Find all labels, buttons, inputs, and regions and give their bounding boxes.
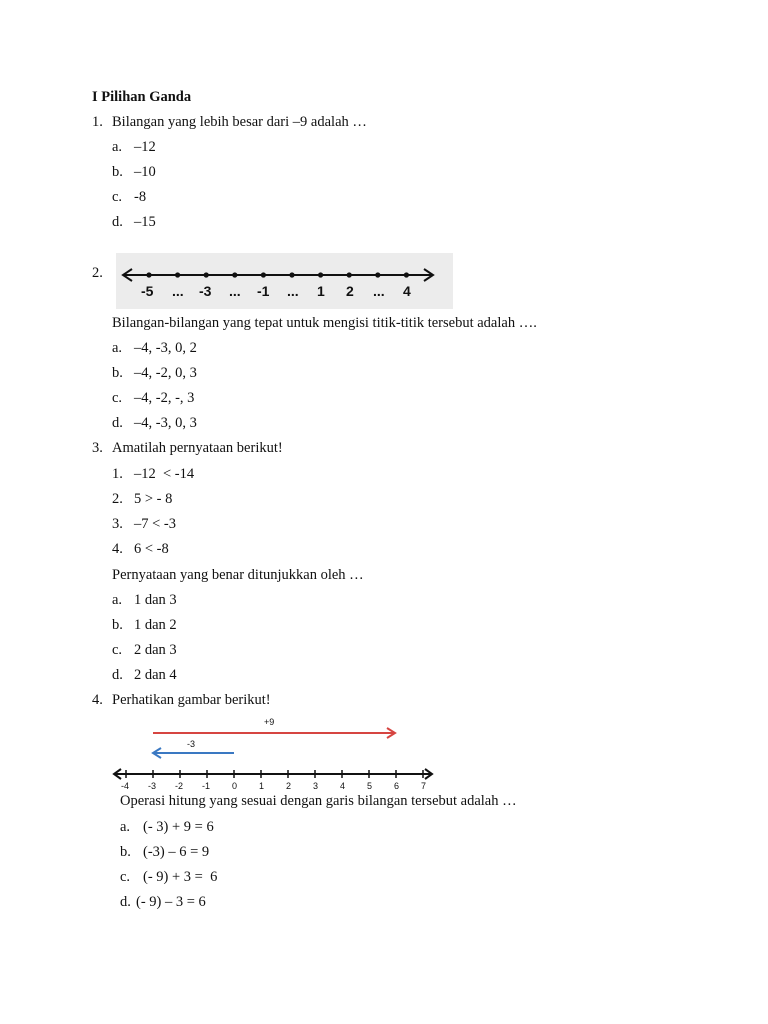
number-line-point <box>232 272 237 277</box>
question-number: 1. <box>92 114 103 130</box>
statement-text: 5 > - 8 <box>134 491 173 507</box>
number-line-point <box>318 272 323 277</box>
option-letter: b. <box>120 844 131 860</box>
statement-number: 3. <box>112 516 123 532</box>
question-text: Bilangan yang lebih besar dari –9 adalah … <box>112 114 367 130</box>
option-letter: d. <box>120 894 131 910</box>
tick-label: 7 <box>421 781 427 791</box>
option-text: –12 <box>134 139 156 155</box>
option-letter: d. <box>112 214 123 230</box>
option-text: –4, -2, -, 3 <box>134 390 195 406</box>
question-number: 2. <box>92 265 103 281</box>
number-line-point <box>261 272 266 277</box>
number-line-point <box>146 272 151 277</box>
blue-arrow-label: -3 <box>187 739 196 749</box>
tick-label: -1 <box>202 781 211 791</box>
option-text: 2 dan 4 <box>134 667 177 683</box>
statement-number: 4. <box>112 541 123 557</box>
number-line-point <box>404 272 409 277</box>
option-letter: b. <box>112 164 123 180</box>
option-text: –10 <box>134 164 156 180</box>
option-text: –4, -3, 0, 3 <box>134 415 197 431</box>
option-text: 1 dan 2 <box>134 617 177 633</box>
statement-text: –12 < -14 <box>134 466 195 482</box>
option-text: (- 3) + 9 = 6 <box>143 819 214 835</box>
number-line-label: ... <box>373 283 385 299</box>
option-text: –4, -3, 0, 2 <box>134 340 197 356</box>
statement-text: –7 < -3 <box>134 516 177 532</box>
number-line-point <box>204 272 209 277</box>
option-text: -8 <box>134 189 147 205</box>
tick-label: -2 <box>175 781 184 791</box>
number-line-point <box>175 272 180 277</box>
number-line-label: -3 <box>199 283 212 299</box>
tick-label: 3 <box>313 781 319 791</box>
option-letter: b. <box>112 365 123 381</box>
number-line-arrows-figure <box>110 715 440 800</box>
option-letter: d. <box>112 667 123 683</box>
number-line-label: 1 <box>317 283 325 299</box>
number-line-label: 2 <box>346 283 354 299</box>
tick-label: 1 <box>259 781 265 791</box>
option-letter: c. <box>120 869 131 885</box>
number-line-label: ... <box>172 283 184 299</box>
option-text: 2 dan 3 <box>134 642 177 658</box>
option-letter: a. <box>112 340 123 356</box>
question-text: Perhatikan gambar berikut! <box>112 692 271 708</box>
statement-number: 1. <box>112 466 123 482</box>
question-text: Bilangan-bilangan yang tepat untuk mengisi titik-titik tersebut adalah …. <box>112 315 537 331</box>
option-letter: b. <box>112 617 123 633</box>
option-text: 1 dan 3 <box>134 592 177 608</box>
option-text: –15 <box>134 214 156 230</box>
option-letter: c. <box>112 642 123 658</box>
number-line-label: ... <box>287 283 299 299</box>
number-line-label: -1 <box>257 283 270 299</box>
tick-label: -3 <box>148 781 157 791</box>
option-letter: a. <box>112 592 123 608</box>
question-number: 3. <box>92 440 103 456</box>
tick-label: 0 <box>232 781 238 791</box>
red-arrow-label: +9 <box>264 717 275 727</box>
option-letter: a. <box>120 819 131 835</box>
number-line-label: ... <box>229 283 241 299</box>
question-text: Amatilah pernyataan berikut! <box>112 440 283 456</box>
question-prompt: Pernyataan yang benar ditunjukkan oleh … <box>112 567 364 583</box>
number-line-point <box>375 272 380 277</box>
number-line-label: 4 <box>403 283 411 299</box>
tick-label: 6 <box>394 781 400 791</box>
section-title: I Pilihan Ganda <box>92 89 192 105</box>
statement-number: 2. <box>112 491 123 507</box>
option-letter: a. <box>112 139 123 155</box>
option-letter: c. <box>112 189 123 205</box>
question-prompt: Operasi hitung yang sesuai dengan garis bilangan tersebut adalah … <box>120 793 517 809</box>
statement-text: 6 < -8 <box>134 541 169 557</box>
number-line-figure <box>116 253 453 309</box>
question-number: 4. <box>92 692 103 708</box>
tick-label: 2 <box>286 781 292 791</box>
option-text: –4, -2, 0, 3 <box>134 365 197 381</box>
tick-label: -4 <box>121 781 130 791</box>
option-text: (- 9) – 3 = 6 <box>136 894 206 910</box>
option-text: (-3) – 6 = 9 <box>143 844 210 860</box>
tick-label: 4 <box>340 781 346 791</box>
number-line-point <box>289 272 294 277</box>
number-line-arrows <box>110 715 440 795</box>
option-text: (- 9) + 3 = 6 <box>143 869 218 885</box>
number-line-point <box>347 272 352 277</box>
option-letter: d. <box>112 415 123 431</box>
number-line-label: -5 <box>141 283 154 299</box>
option-letter: c. <box>112 390 123 406</box>
tick-label: 5 <box>367 781 373 791</box>
